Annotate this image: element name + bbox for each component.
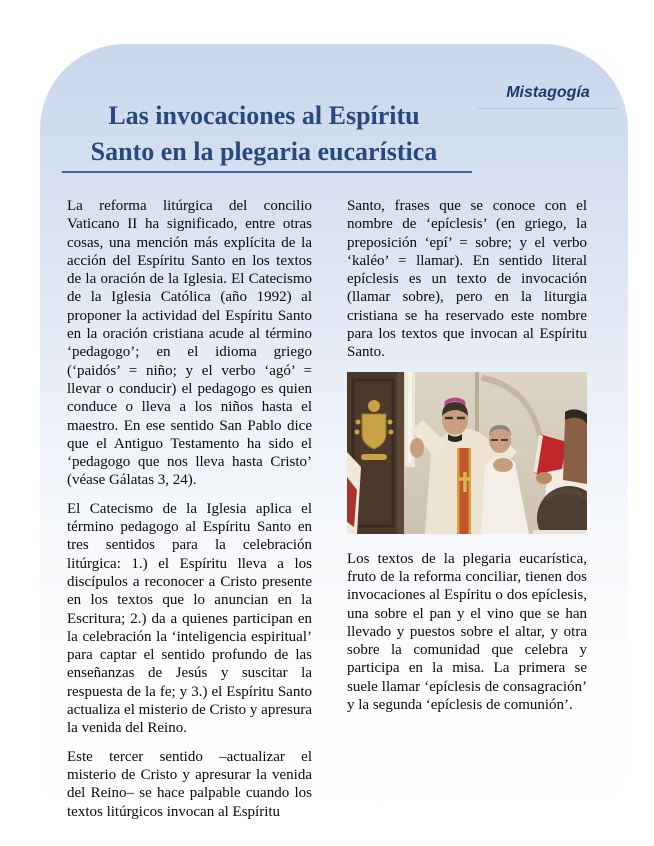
- emblem-tassel: [388, 419, 393, 424]
- emblem-banner: [361, 454, 387, 460]
- left-column: [67, 197, 312, 831]
- title-underline: [62, 171, 472, 173]
- back-shoulder: [533, 530, 587, 534]
- paragraph: Santo, frases que se conoce con el nombre de ‘epíclesis’ (en griego, la preposición ‘epí’ = sobre; y el verbo ‘kaléo’ = llamar). En sentido literal epíclesis es un texto de invocación (llamar sobre), pero en la liturgia cristiana se ha reservado este nombre para los textos que invocan al Espíritu Santo.: [347, 198, 587, 361]
- section-label: [478, 84, 618, 109]
- section-label-text: Mistagogía: [506, 84, 590, 101]
- far-right-figure: [563, 417, 587, 483]
- photo-illustration: [347, 372, 587, 534]
- chasuble-stripe-trim: [469, 448, 472, 534]
- emblem-shield: [362, 414, 386, 449]
- right-column: [347, 197, 587, 724]
- chasuble-stripe-trim: [457, 448, 460, 534]
- emblem-hat: [368, 400, 380, 412]
- article-title: [54, 98, 474, 170]
- emblem-tassel: [355, 429, 360, 434]
- emblem-tassel: [356, 419, 361, 424]
- article-sheet: [40, 44, 628, 843]
- article-title-line1: Las invocaciones al Espíritu: [108, 101, 420, 130]
- emblem-tassel: [389, 429, 394, 434]
- article-title-line2: Santo en la plegaria eucarística: [90, 137, 438, 166]
- paragraph: La reforma litúrgica del concilio Vaticano II ha significado, entre otras cosas, una mención más explícita de la acción del Espíritu Santo en los textos de la oración de la Iglesia. El Catecismo de la Iglesia Católica (año 1992) al proponer la actividad del Espíritu Santo en la oración cristiana acude al término ‘pedagogo’; en el idioma griego (‘paidós’ = niño; y el verbo ‘agó’ = llevar o conducir) el pedagogo es quien conduce o lleva a los niños hasta el maestro. En ese sentido San Pablo dice que el Antiguo Testamento ha sido el ‘pedagogo que nos lleva hasta Cristo’ (véase Gálatas 3, 24).: [67, 198, 312, 489]
- paragraph: Este tercer sentido –actualizar el misterio de Cristo y apresurar la venida del Reino– se hace palpable cuando los textos litúrgicos invocan al Espíritu: [67, 748, 312, 820]
- wood-panel-edge: [397, 372, 404, 534]
- priest-hands-clapping: [493, 458, 513, 472]
- bishop-hand: [410, 438, 424, 458]
- bishop-celebrating-eucharist-photo: [347, 372, 587, 534]
- paragraph: Los textos de la plegaria eucarística, fruto de la reforma conciliar, tienen dos invocaciones al Espíritu o dos epíclesis, una sobre el pan y el vino que se han llevado y puestos sobre el altar, y otra sobre la comunidad que celebra y participa en la misa. La primera se suele llamar ‘epíclesis de consagración’ y la segunda ‘epíclesis de comunión’.: [347, 550, 587, 714]
- paragraph: El Catecismo de la Iglesia aplica el término pedagogo al Espíritu Santo en tres sentidos para la celebración litúrgica: 1.) el Espíritu lleva a los discípulos a reconocer a Cristo presente en los textos que lo anuncian en la Escritura; 2.) da a quienes participan en la celebración la ‘inteligencia espiritual’ para captar el sentido profundo de las enseñanzas de Jesús y suscitar la respuesta de la fe; y 3.) el Espíritu Santo actualiza el misterio de Cristo y apresura la venida del Reino.: [67, 500, 312, 737]
- server-hand: [536, 472, 552, 484]
